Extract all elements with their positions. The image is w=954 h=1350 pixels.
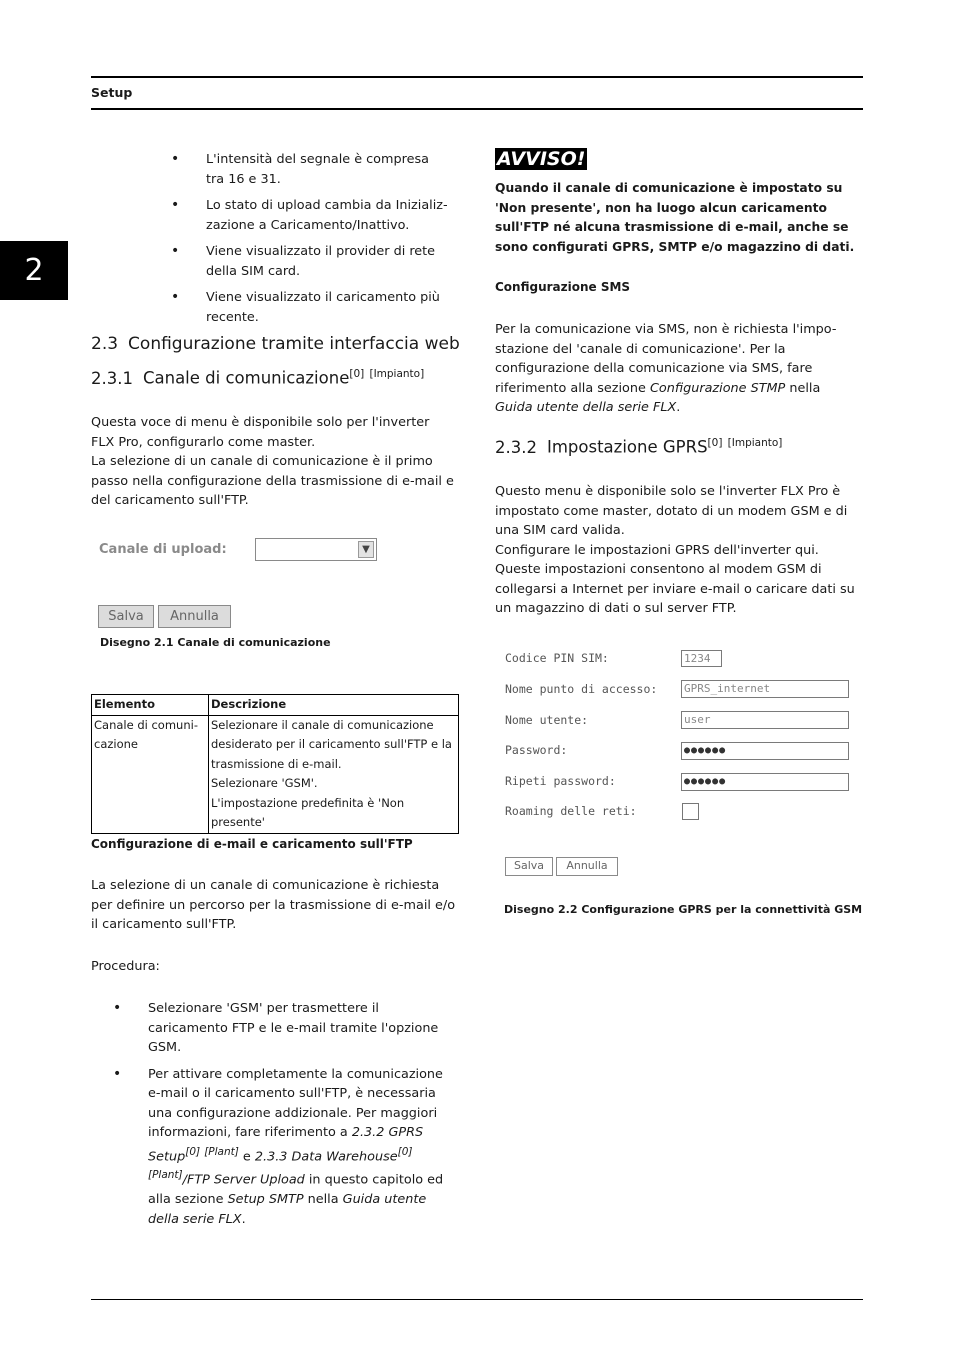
procedure-bullet-list xyxy=(148,999,458,1236)
footer-rule xyxy=(91,1299,863,1300)
sms-paragraph: Per la comunicazione via SMS, non è richiesta l'impo-stazione del 'canale di comunicazione'. Per la configurazione della comunicazione via SMS, fare riferimento alla sezione Configurazione STMP nella Guida utente della serie FLX. xyxy=(495,322,837,415)
table-cell: Selezionare il canale di comunicazione desiderato per il caricamento sull'FTP e la trasmissione di e-mail. Selezionare 'GSM'. L'impostazione predefinita è 'Non presente' xyxy=(209,715,459,833)
username-label: Nome utente: xyxy=(505,713,589,727)
section-heading-2-3-2: 2.3.2 Impostazione GPRS[0] [Impianto] xyxy=(495,437,783,457)
username-input[interactable]: user xyxy=(681,711,849,729)
pin-label: Codice PIN SIM: xyxy=(505,651,609,665)
password-input[interactable]: ●●●●●● xyxy=(681,742,849,760)
save-button[interactable]: Salva xyxy=(505,857,553,876)
running-header: Setup xyxy=(91,85,133,100)
email-ftp-paragraph: La selezione di un canale di comunicazione è richiesta per definire un percorso per la trasmissione di e-mail e/o il caricamento sull'FTP. xyxy=(91,878,456,932)
figure-caption: Disegno 2.1 Canale di comunicazione xyxy=(100,636,331,649)
section-heading-2-3: 2.3 Configurazione tramite interfaccia web xyxy=(91,334,460,354)
intro-paragraph: Questa voce di menu è disponibile solo per l'inverter FLX Pro, configurarlo come master. La selezione di un canale di comunicazione è il primo passo nella configurazione della trasmissione di e-mail e del caricamento sull'FTP. xyxy=(91,415,454,508)
notice-text: Quando il canale di comunicazione è impostato su 'Non presente', non ha luogo alcun caricamento sull'FTP né alcuna trasmissione di e-mail, anche se sono configurati GPRS, SMTP e/o magazzino di dati. xyxy=(495,181,855,254)
table-cell: Canale di comuni-cazione xyxy=(92,715,209,833)
figure-caption: Disegno 2.2 Configurazione GPRS per la connettività GSM xyxy=(504,903,863,916)
upload-channel-select[interactable] xyxy=(255,538,377,561)
notice-title: AVVISO! xyxy=(497,148,586,170)
apn-label: Nome punto di accesso: xyxy=(505,682,658,696)
apn-input[interactable]: GPRS_internet xyxy=(681,680,849,698)
chevron-down-icon[interactable]: ▼ xyxy=(358,541,374,558)
cancel-button[interactable]: Annulla xyxy=(158,605,231,628)
table-header: Elemento xyxy=(92,695,209,716)
table-row xyxy=(92,715,459,833)
status-bullet-list xyxy=(206,150,451,334)
roaming-checkbox[interactable] xyxy=(682,803,699,820)
repeat-password-input[interactable]: ●●●●●● xyxy=(681,773,849,791)
list-item: • L'intensità del segnale è compresa tra 16 e 31. xyxy=(206,150,451,189)
cancel-button[interactable]: Annulla xyxy=(556,857,618,876)
element-description-table xyxy=(91,694,459,834)
list-item: • Viene visualizzato il caricamento più recente. xyxy=(206,288,451,327)
gprs-paragraph: Questo menu è disponibile solo se l'inverter FLX Pro è impostato come master, dotato di un modem GSM e di una SIM card valida. Configurare le impostazioni GPRS dell'inverter qui. Queste impostazioni consentono al modem GSM di collegarsi a Internet per inviare e-mail o caricare dati su un magazzino di dati o sul server FTP. xyxy=(495,484,855,616)
repeat-password-label: Ripeti password: xyxy=(505,774,616,788)
list-item: • Per attivare completamente la comunicazione e-mail o il caricamento sull'FTP, è necessaria una configurazione addizionale. Per maggiori informazioni, fare riferimento a 2.3.2 GPRS Setup[0] [Plant] e 2.3.3 Data Warehouse[0] [Plant]/FTP Server Upload in questo capitolo ed alla sezione Setup SMTP nella Guida utente della serie FLX. xyxy=(148,1065,458,1230)
pin-input[interactable]: 1234 xyxy=(681,650,722,667)
upload-channel-label: Canale di upload: xyxy=(99,542,227,557)
chapter-tab: 2 xyxy=(0,241,68,300)
list-item: • Selezionare 'GSM' per trasmettere il caricamento FTP e le e-mail tramite l'opzione GSM. xyxy=(148,999,458,1058)
section-heading-2-3-1: 2.3.1 Canale di comunicazione[0] [Impianto] xyxy=(91,368,425,388)
save-button[interactable]: Salva xyxy=(98,605,154,628)
list-item: • Viene visualizzato il provider di rete della SIM card. xyxy=(206,242,451,281)
procedure-label: Procedura: xyxy=(91,959,160,974)
email-ftp-heading: Configurazione di e-mail e caricamento sull'FTP xyxy=(91,837,413,851)
list-item: • Lo stato di upload cambia da Inizializ-zazione a Caricamento/Inattivo. xyxy=(206,196,451,235)
top-rule xyxy=(91,76,863,78)
password-label: Password: xyxy=(505,743,568,757)
table-header: Descrizione xyxy=(209,695,459,716)
roaming-label: Roaming delle reti: xyxy=(505,804,637,818)
header-rule xyxy=(91,108,863,110)
sms-heading: Configurazione SMS xyxy=(495,280,631,294)
